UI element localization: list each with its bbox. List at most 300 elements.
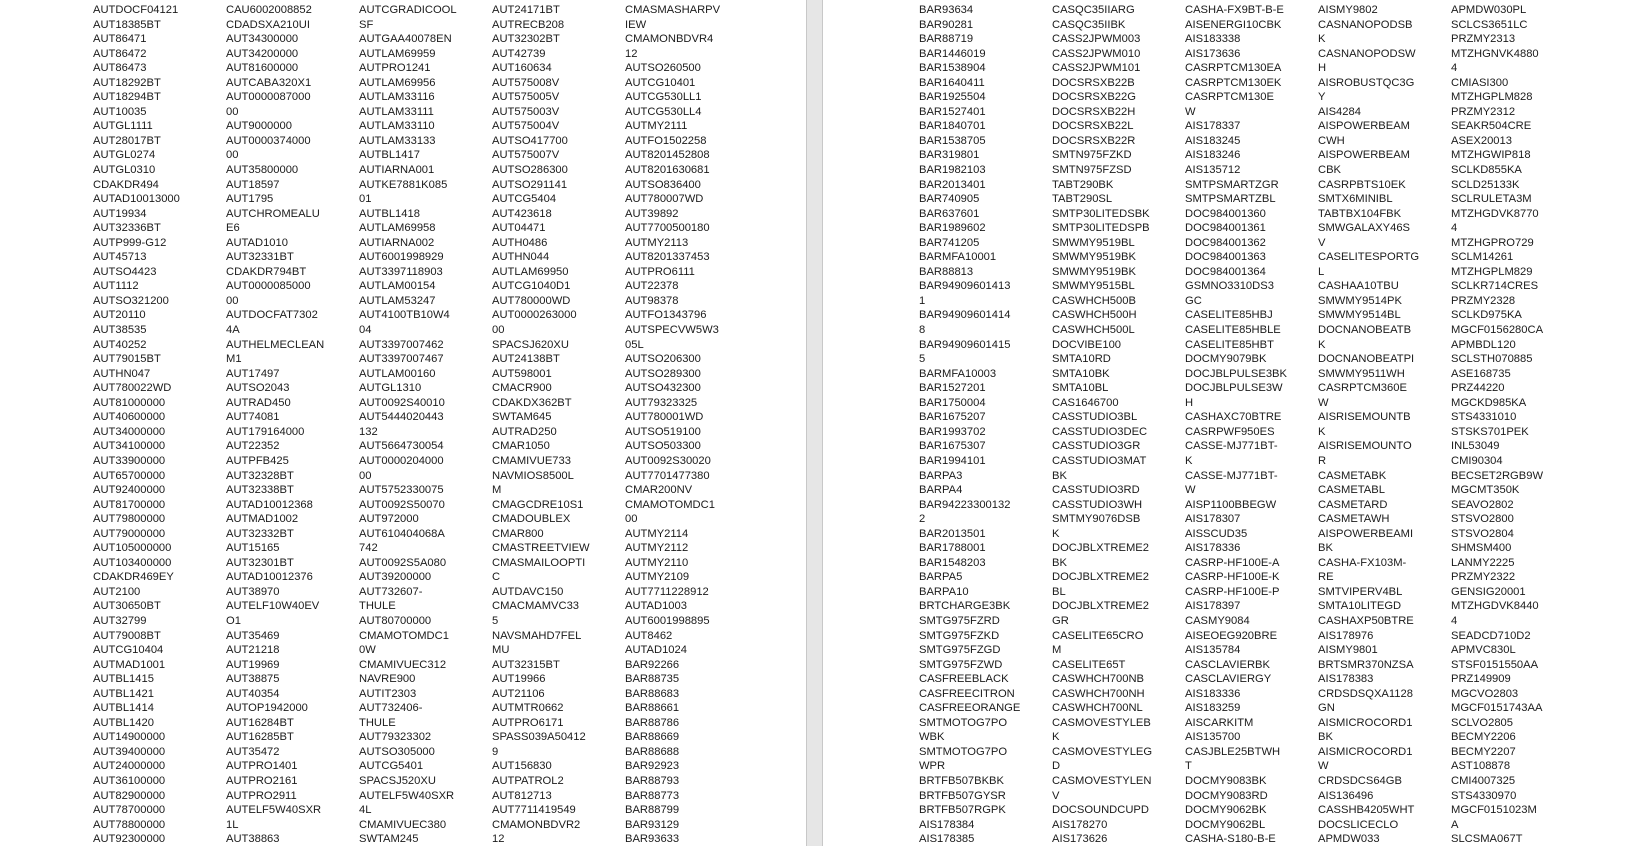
code-cell: APMBDL120 [1451,338,1516,351]
code-cell: AUTBL1418 [359,207,420,220]
code-cell: CMACR900 [492,382,552,395]
code-cell: BAR1538705 [919,134,986,147]
code-cell: AUT65700000 [93,469,166,482]
code-cell: AUT32328BT [226,469,294,482]
code-cell: MGCKD985KA [1451,396,1527,409]
code-cell: AUTFO1502258 [625,134,707,147]
code-cell: AUTLAM33110 [359,120,435,133]
code-cell: CASMETABK [1318,469,1387,482]
code-cell: AUT732406- [359,702,423,715]
code-cell: AUT3397007462 [359,338,444,351]
code-cell: AIS183336 [1185,687,1241,700]
code-cell: AISP1100BBEGW [1185,498,1277,511]
code-cell: AUT33900000 [93,454,166,467]
code-cell: SEAVO2802 [1451,498,1514,511]
code-cell: AISMY9802 [1318,4,1378,16]
code-cell: AUT04471 [492,222,546,235]
code-cell: CASRPTCM130E [1185,91,1274,104]
code-cell: AUT86473 [93,62,147,75]
code-cell: AUTFO1343796 [625,309,707,322]
code-cell: AUT8462 [625,629,673,642]
code-cell: BRTFB507BKBK [919,774,1004,787]
code-cell: AUTBL1421 [93,687,154,700]
code-cell: AUT423618 [492,207,552,220]
code-cell: BARPA4 [919,484,963,497]
code-cell: AIS183259 [1185,702,1241,715]
code-cell: AUTAD1003 [625,600,687,613]
code-cell: AUT0000204000 [359,454,444,467]
code-cell: BAR1750004 [919,396,986,409]
code-cell: AUTPRO6171 [492,716,564,729]
code-cell: SCLRULETA3M [1451,193,1532,206]
code-cell: BAR92923 [625,760,680,773]
code-cell: AUT79000000 [93,527,166,540]
code-cell: CASHAXC70BTRE [1185,411,1282,424]
code-cell: AUT81000000 [93,396,166,409]
code-cell: AUT80700000 [359,614,432,627]
code-cell: AUTLAM69958 [359,222,436,235]
code-cell: AUTGL1111 [93,120,153,133]
code-cell: CASFREECITRON [919,687,1015,700]
code-cell: BK [1052,469,1067,482]
code-cell: AUT34200000 [226,47,299,60]
code-cell: THULE [359,716,396,729]
code-cell: AUT79323325 [625,396,698,409]
code-cell: AUTBL1415 [93,673,154,686]
code-column [919,3,1020,846]
code-cell: TABT290BK [1052,178,1114,191]
code-cell: AUT36100000 [93,774,166,787]
code-cell: AUT42739 [492,47,546,60]
code-cell: CRDSDCS64GB [1318,774,1402,787]
code-cell: MTZHGPRO729 [1451,236,1534,249]
code-cell: DOCJBLXTREME2 [1052,542,1149,555]
code-cell: BAR90281 [919,18,974,31]
code-cell: MTZHGPLM829 [1451,265,1533,278]
code-cell: AUTMY2113 [625,236,689,249]
code-cell: BAR1640411 [919,76,985,89]
code-cell: DOCMY9062BL [1185,818,1266,831]
code-cell: BECMY2206 [1451,731,1516,744]
code-cell: MTZHGDVK8770 [1451,207,1539,220]
code-cell: BARPA10 [919,585,969,598]
code-cell: SMTG975FZGD [919,644,1001,657]
code-cell: CASSTUDIO3RD [1052,484,1140,497]
code-cell: SPASS039A50412 [492,731,586,744]
code-cell: DOC984001361 [1185,222,1266,235]
code-cell: AUTCG530LL4 [625,105,702,118]
code-cell: BAR1994101 [919,454,986,467]
code-cell: STSVO2800 [1451,513,1514,526]
code-column [359,3,457,846]
code-cell: MGCVO2803 [1451,687,1519,700]
code-cell: H [1318,62,1327,75]
code-cell: AUT0000374000 [226,134,311,147]
code-cell: 2 [919,513,926,526]
code-cell: AUT6001998895 [625,614,710,627]
document-page-right [823,0,1626,846]
code-cell: AUTSPECVW5W3 [625,324,719,337]
code-cell: SMWMY9519BK [1052,251,1136,264]
code-cell: AUTSO4423 [93,265,157,278]
code-cell: BAR2013501 [919,527,986,540]
code-cell: AISMY9801 [1318,644,1378,657]
code-cell: AUT35469 [226,629,280,642]
code-cell: K [1318,425,1326,438]
code-cell: CASELITE85HBJ [1185,309,1273,322]
code-cell: AUT3397007467 [359,353,444,366]
code-cell: AUT18385BT [93,18,161,31]
code-cell: MTZHGDVK8440 [1451,600,1539,613]
code-cell: DOC984001360 [1185,207,1266,220]
code-cell: AUTPRO1241 [359,62,431,75]
code-cell: STSVO2804 [1451,527,1514,540]
code-cell: AIS178397 [1185,600,1241,613]
code-cell: AUTGL0310 [93,164,156,177]
code-cell: AUT28017BT [93,134,161,147]
code-cell: AUT156830 [492,760,552,773]
code-cell: AUT0092S40010 [359,396,445,409]
code-cell: SCLSTH070885 [1451,353,1533,366]
code-column [1185,3,1287,846]
code-cell: AUT179164000 [226,425,305,438]
code-cell: SEAKR504CRE [1451,120,1532,133]
code-cell: NAVMIOS8500L [492,469,574,482]
code-cell: CMIASI300 [1451,76,1509,89]
code-column [1318,3,1419,846]
code-cell: 1L [226,818,239,831]
code-cell: STSKS701PEK [1451,425,1529,438]
code-cell: AUTELF5W40SXR [359,789,455,802]
code-cell: BAR1982103 [919,164,986,177]
code-cell: AUT78700000 [93,804,166,817]
code-cell: AUTSO417700 [492,134,568,147]
code-cell: AIS183245 [1185,134,1241,147]
code-cell: BAR1527401 [919,105,986,118]
code-cell: CMACMAMVC33 [492,600,580,613]
code-cell: AUT780022WD [93,382,172,395]
code-cell: CASMOVESTYLEN [1052,774,1152,787]
code-cell: 00 [226,294,239,307]
code-cell: STS4330970 [1451,789,1517,802]
code-cell: DOC984001363 [1185,251,1266,264]
code-cell: 0W [359,644,376,657]
code-cell: 05L [625,338,644,351]
code-cell: L [1318,265,1325,278]
code-cell: CASNANOPODSB [1318,18,1413,31]
code-cell: AIS178307 [1185,513,1241,526]
code-cell: PRZMY2313 [1451,33,1516,46]
code-cell: CASRP-HF100E-K [1185,571,1280,584]
code-cell: BAR94909601414 [919,309,1011,322]
code-cell: DOCVIBE100 [1052,338,1122,351]
code-cell: AUT575005V [492,91,560,104]
code-cell: K [1185,454,1193,467]
code-cell: SCLKR714CRES [1451,280,1539,293]
code-cell: AUT8201452808 [625,149,710,162]
code-cell: AUTMY2109 [625,571,690,584]
code-cell: AIS173626 [1052,833,1108,846]
code-cell: DOCSRSXB22R [1052,134,1136,147]
code-cell: SMTVIPERV4BL [1318,585,1403,598]
code-cell: H [1185,396,1194,409]
code-cell: AIS178270 [1052,818,1108,831]
code-cell: CMI90304 [1451,454,1503,467]
page-gutter [806,0,823,846]
code-cell: AUT32799 [93,614,147,627]
code-cell: E6 [226,222,240,235]
code-cell: AUTRAD450 [226,396,291,409]
code-cell: DOCSRSXB22B [1052,76,1135,89]
code-cell: CASMOVESTYLEB [1052,716,1151,729]
code-cell: CMADOUBLEX [492,513,571,526]
code-cell: AUTSO206300 [625,353,701,366]
code-cell: AUTSO305000 [359,745,435,758]
code-cell: AUT7711419549 [492,804,576,817]
code-cell: CASWHCH500B [1052,294,1136,307]
code-cell: CASHA-FX9BT-B-E [1185,4,1284,16]
code-cell: DOCJBLPULSE3W [1185,382,1283,395]
code-cell: AUT732607- [359,585,423,598]
code-cell: AUTLAM53247 [359,294,436,307]
code-cell: DOCNANOBEATB [1318,324,1412,337]
code-cell: CASSTUDIO3WH [1052,498,1143,511]
code-column [1052,3,1152,846]
code-cell: PRZ149909 [1451,673,1511,686]
code-cell: AUT24000000 [93,760,166,773]
code-cell: AUT16285BT [226,731,294,744]
code-cell: AUTSO289300 [625,367,701,380]
code-cell: AUT40252 [93,338,147,351]
code-cell: SMTP30LITEDSBK [1052,207,1150,220]
code-cell: MU [492,644,510,657]
code-cell: AUT1795 [226,193,274,206]
code-cell: SMTN975FZKD [1052,149,1132,162]
code-cell: Y [1318,91,1326,104]
code-cell: AUTAD10012376 [226,571,313,584]
code-cell: AUT3397118903 [359,265,443,278]
code-cell: AUT21218 [226,644,280,657]
code-cell: AUT35800000 [226,164,299,177]
code-cell: CASSHB4205WHT [1318,804,1415,817]
code-cell: O1 [226,614,241,627]
code-cell: W [1185,105,1196,118]
code-cell: AUTDOCF04121 [93,4,179,16]
code-cell: M [492,484,502,497]
code-cell: AUT79323302 [359,731,432,744]
code-cell: K [1052,527,1060,540]
code-cell: AUTLAM33116 [359,91,435,104]
code-cell: AUT32302BT [492,33,560,46]
code-cell: BAR88773 [625,789,680,802]
code-cell: AUT34000000 [93,425,166,438]
code-cell: AUT21106 [492,687,545,700]
code-cell: SMWMY9514BL [1318,309,1401,322]
code-cell: CASS2JPWM010 [1052,47,1141,60]
code-cell: CASQC35IIBK [1052,18,1126,31]
code-cell: AISENERGI10CBK [1185,18,1282,31]
code-cell: IEW [625,18,647,31]
code-cell: AUTLAM33111 [359,105,434,118]
code-cell: SMTP30LITEDSPB [1052,222,1150,235]
code-cell: AUT5444020443 [359,411,444,424]
code-cell: R [1318,454,1327,467]
code-cell: 4 [1451,62,1458,75]
code-cell: BAR1993702 [919,425,986,438]
code-cell: CAU6002008852 [226,4,312,16]
code-cell: CASWHCH700NH [1052,687,1145,700]
code-cell: AUT45713 [93,251,147,264]
code-cell: CASMETARD [1318,498,1388,511]
code-cell: SMTPSMARTZGR [1185,178,1279,191]
code-cell: AUTPRO2911 [226,789,297,802]
code-cell: MGCMT350K [1451,484,1520,497]
code-cell: AUTSO286300 [492,164,568,177]
code-cell: BAR1989602 [919,222,986,235]
code-cell: AUT0092S50070 [359,498,445,511]
code-cell: SMTMOTOG7PO [919,745,1008,758]
code-cell: 5 [919,353,926,366]
code-cell: AUT79800000 [93,513,166,526]
code-cell: SMTPSMARTZBL [1185,193,1276,206]
code-cell: AISSCUD35 [1185,527,1248,540]
code-cell: AUTMY2110 [625,556,689,569]
code-cell: AUTDAVC150 [492,585,564,598]
code-cell: AUT5664730054 [359,440,444,453]
code-column [625,3,720,846]
code-cell: CASSTUDIO3GR [1052,440,1141,453]
code-cell: AUT972000 [359,513,419,526]
code-cell: SCLKD975KA [1451,309,1522,322]
code-cell: CMAMIVUEC380 [359,818,447,831]
code-cell: BAR1675307 [919,440,986,453]
code-cell: AUTDOCFAT7302 [226,309,318,322]
code-cell: CASHAA10TBU [1318,280,1399,293]
code-cell: AISPOWERBEAM [1318,149,1411,162]
code-cell: BAR93634 [919,4,974,16]
code-cell: AUT32336BT [93,222,161,235]
code-cell: AUT0000263000 [492,309,577,322]
code-cell: CASCLAVIERGY [1185,673,1272,686]
code-cell: AUTCG5404 [492,193,557,206]
code-cell: AISPOWERBEAMI [1318,527,1414,540]
code-cell: DOCSRSXB22H [1052,105,1136,118]
code-cell: CASMETAWH [1318,513,1390,526]
code-cell: CASJBLE25BTWH [1185,745,1281,758]
code-cell: CASCLAVIERBK [1185,658,1270,671]
code-cell: THULE [359,600,396,613]
code-cell: CMASMASHARPV [625,4,721,16]
code-cell: BAR1538904 [919,62,986,75]
code-cell: GR [1052,614,1069,627]
code-cell: AUT812713 [492,789,552,802]
code-cell: T [1185,760,1192,773]
code-cell: CASSTUDIO3BL [1052,411,1138,424]
code-cell: AUTMY2111 [625,120,688,133]
code-cell: AUTPRO6111 [625,265,695,278]
code-cell: AUTRAD250 [492,425,557,438]
code-cell: DOCSLICECLO [1318,818,1399,831]
code-cell: NAVSMAHD7FEL [492,629,582,642]
code-cell: CASELITE85HBT [1185,338,1274,351]
code-cell: AUTMY2112 [625,542,689,555]
code-cell: SMTMOTOG7PO [919,716,1008,729]
code-cell: 00 [625,513,638,526]
code-cell: AUT598001 [492,367,552,380]
code-cell: CASS2JPWM003 [1052,33,1141,46]
code-cell: AUTBL1414 [93,702,154,715]
code-cell: CAS1646700 [1052,396,1119,409]
code-cell: BRTFB507RGPK [919,804,1006,817]
code-cell: AUTSO260500 [625,62,701,75]
code-cell: AUT38970 [226,585,280,598]
code-cell: 4A [226,324,240,337]
code-cell: CASELITE85HBLE [1185,324,1281,337]
code-cell: AIS136496 [1318,789,1374,802]
code-cell: SMTA10BK [1052,367,1110,380]
code-cell: PRZMY2312 [1451,105,1516,118]
code-cell: AIS178385 [919,833,975,846]
code-cell: DOCNANOBEATPI [1318,353,1415,366]
code-cell: CASWHCH700NB [1052,673,1145,686]
code-cell: 00 [226,105,239,118]
code-column [1451,3,1543,846]
code-cell: BAR319801 [919,149,980,162]
code-cell: AUT8201630681 [625,164,710,177]
code-cell: SCLD25133K [1451,178,1520,191]
code-cell: SMTA10LITEGD [1318,600,1402,613]
code-cell: M [1052,644,1062,657]
code-cell: CBK [1318,164,1342,177]
code-cell: AUT105000000 [93,542,172,555]
code-cell: MTZHGNVK4880 [1451,47,1539,60]
code-cell: AIS135784 [1185,644,1241,657]
code-cell: 742 [359,542,378,555]
code-cell: CWH [1318,134,1345,147]
code-cell: AUT17497 [226,367,280,380]
code-cell: K [1318,33,1326,46]
code-cell: CASRP-HF100E-A [1185,556,1280,569]
code-cell: ASE168735 [1451,367,1511,380]
code-cell: BRTFB507GYSR [919,789,1006,802]
code-cell: AUTPFB425 [226,454,289,467]
code-cell: DOCJBLPULSE3BK [1185,367,1287,380]
code-cell: AUTLAM00154 [359,280,436,293]
code-cell: AUT0092S5A080 [359,556,447,569]
code-cell: W [1185,484,1196,497]
code-cell: BAR1527201 [919,382,986,395]
code-cell: SCLCS3651LC [1451,18,1528,31]
code-column [226,3,324,846]
code-cell: 00 [359,469,372,482]
code-cell: AUTHN047 [93,367,151,380]
code-cell: SMWMY9515BL [1052,280,1135,293]
code-cell: M1 [226,353,242,366]
code-cell: AUT39200000 [359,571,432,584]
code-cell: CASWHCH500H [1052,309,1137,322]
code-cell: AUT92300000 [93,833,166,846]
code-cell: AUT18294BT [93,91,161,104]
code-cell: CASRPTCM360E [1318,382,1407,395]
code-cell: 00 [492,324,505,337]
code-cell: BK [1318,731,1333,744]
code-cell: AUTOP1942000 [226,702,308,715]
code-cell: AUT22378 [625,280,679,293]
code-cell: CASQC35IIARG [1052,4,1135,16]
code-cell: BAR1788001 [919,542,986,555]
code-cell: AST108878 [1451,760,1511,773]
code-cell: 04 [359,324,372,337]
